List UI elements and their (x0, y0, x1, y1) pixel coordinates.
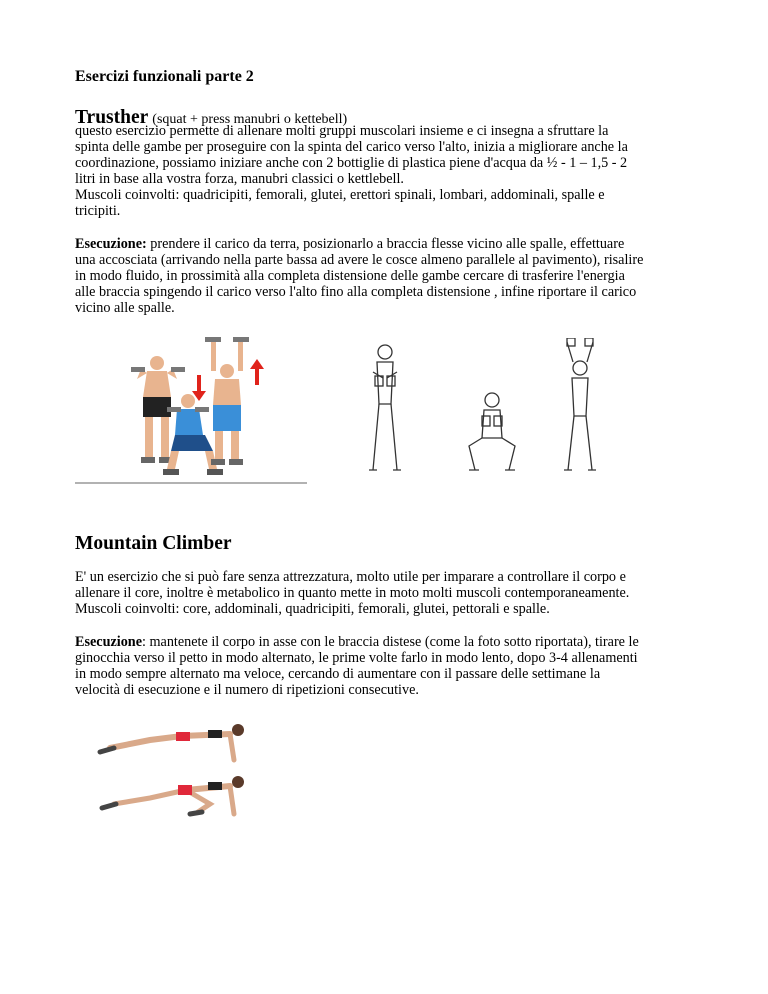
mountain-exec-3: in modo sempre alternato ma veloce, cercando di aumentare con il passare delle settimane la (75, 666, 601, 682)
trusther-intro-5: Muscoli coinvolti: quadricipiti, femorali, glutei, erettori spinali, lombari, addominali, spalle e (75, 187, 605, 203)
trusther-exec-3: in modo fluido, in prossimità alla completa distensione delle gambe cercare di trasferire l'energia (75, 268, 625, 284)
trusther-intro-1: questo esercizio permette di allenare molti gruppi muscolari insieme e ci insegna a sfruttare la (75, 123, 609, 139)
mountain-climber-photos (90, 718, 260, 828)
trusther-exec-1: Esecuzione: prendere il carico da terra, posizionarlo a braccia flesse vicino alle spalle, effettuare (75, 236, 625, 252)
mountain-exec-2: ginocchia verso il petto in modo alternato, le prime volte farlo in modo lento, dopo 3-4 allenamenti (75, 650, 638, 666)
figure-woman-standing (369, 345, 401, 470)
trusther-intro-4: litri in base alla vostra forza, manubri classici o kettlebell. (75, 171, 404, 187)
mountain-exec-4: velocità di esecuzione e il numero di ripetizioni consecutive. (75, 682, 419, 698)
trusther-exec-4: alle braccia spingendo il carico verso l'alto fino alla completa distensione , infine riportare il carico (75, 284, 637, 300)
thruster-illustration-sequence (355, 338, 615, 478)
arrow-up-icon (250, 359, 264, 385)
figure-woman-press (564, 338, 596, 470)
thruster-illustration-color (75, 335, 307, 485)
arrow-down-icon (192, 375, 206, 401)
trusther-intro-6: tricipiti. (75, 203, 121, 219)
mountain-intro-1: E' un esercizio che si può fare senza attrezzatura, molto utile per imparare a controllare il corpo e (75, 569, 626, 585)
figure-knee-drive (102, 776, 244, 814)
figure-woman-squatting (469, 393, 515, 470)
trusther-exec-5: vicino alle spalle. (75, 300, 175, 316)
trusther-subtitle: (squat + press manubri o kettebell) (152, 112, 348, 127)
trusther-exec-2: una accosciata (arrivando nella parte bassa ad avere le cosce almeno parallele al pavimento), risalire (75, 252, 644, 268)
figure-press-man (205, 337, 249, 465)
page-title: Esercizi funzionali parte 2 (75, 68, 254, 85)
trusther-title: Trusther (75, 107, 149, 128)
mountain-heading: Mountain Climber (75, 533, 232, 554)
trusther-exec-label: Esecuzione: (75, 236, 147, 252)
figure-plank (100, 724, 244, 760)
mountain-exec-label: Esecuzione (75, 634, 142, 650)
trusther-intro-3: coordinazione, possiamo iniziare anche con 2 bottiglie di plastica piene d'acqua da ½ - 1 – 1,5 - 2 (75, 155, 628, 171)
mountain-exec-1: Esecuzione: mantenete il corpo in asse con le braccia distese (come la foto sotto riportata), tirare le (75, 634, 639, 650)
mountain-intro-3: Muscoli coinvolti: core, addominali, quadricipiti, femorali, glutei, pettorali e spalle. (75, 601, 550, 617)
mountain-intro-2: allenare il core, inoltre è metabolico in quanto mette in moto molti muscoli contemporaneamente. (75, 585, 630, 601)
trusther-intro-2: spinta delle gambe per proseguire con la spinta del carico verso l'alto, inizia a migliorare anche la (75, 139, 628, 155)
